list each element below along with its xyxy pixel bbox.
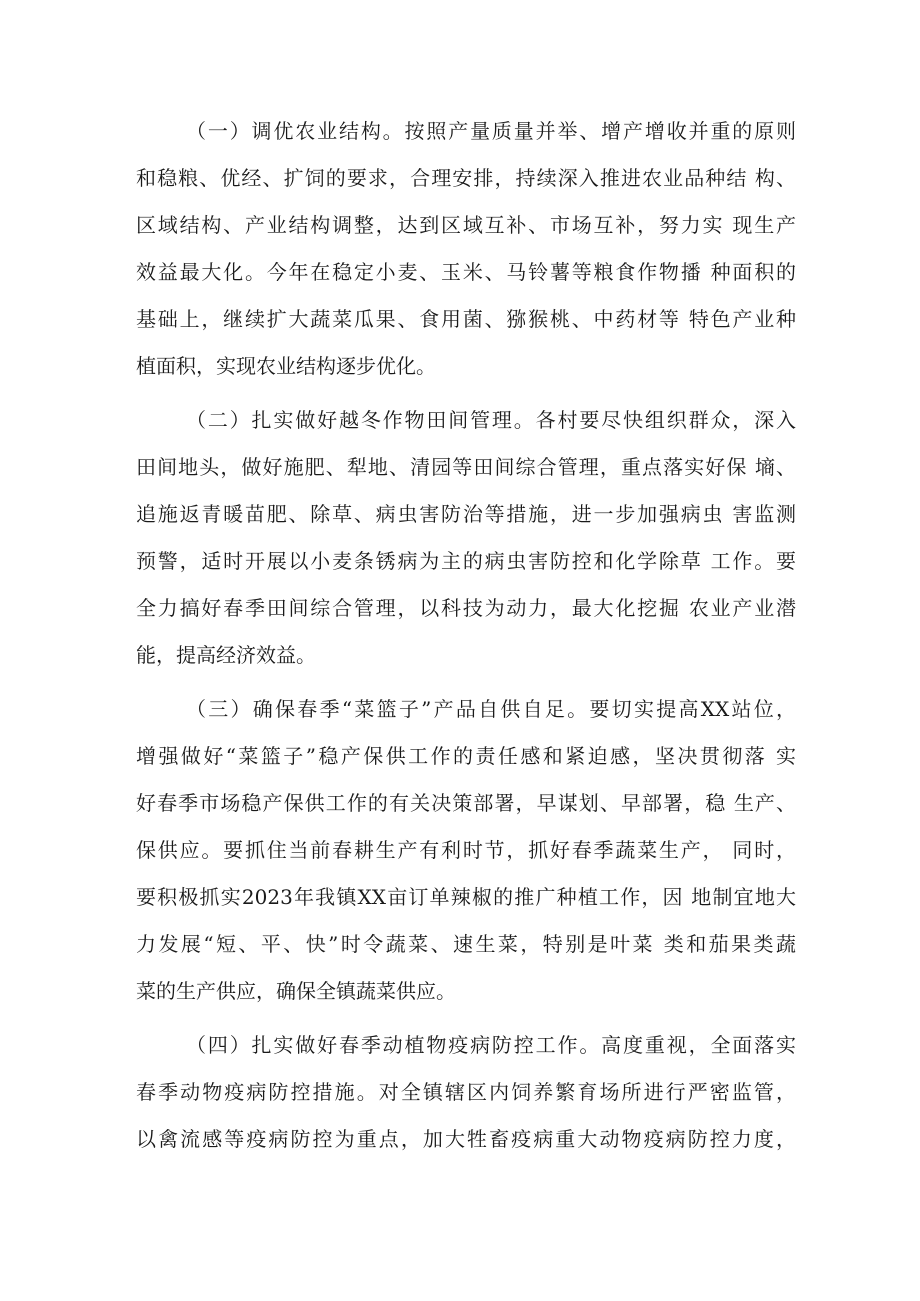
paragraph-line: 全力搞好春季田间综合管理，以科技为动力，最大化挖掘 农业产业潜 — [136, 596, 796, 620]
paragraph-line: 区域结构、产业结构调整，达到区域互补、市场互补，努力实 现生产 — [136, 213, 796, 237]
paragraph-line: 基础上，继续扩大蔬菜瓜果、食用菌、猕猴桃、中药材等 特色产业种 — [136, 307, 796, 331]
paragraph-line: 追施返青暖苗肥、除草、病虫害防治等措施，进一步加强病虫 害监测 — [136, 502, 796, 526]
paragraph-line: 保供应。要抓住当前春耕生产有利时节，抓好春季蔬菜生产， 同时， — [136, 838, 796, 862]
paragraph-line: 能，提高经济效益。 — [136, 643, 316, 667]
paragraph-line: 好春季市场稳产保供工作的有关决策部署，早谋划、早部署，稳 生产、 — [136, 791, 796, 815]
paragraph-line: （一）调优农业结构。按照产量质量并举、增产增收并重的原则 — [186, 119, 796, 143]
paragraph-line: 要积极抓实2023年我镇XX亩订单辣椒的推广种植工作，因 地制宜地大 — [136, 885, 796, 909]
paragraph-line: 力发展“短、平、快”时令蔬菜、速生菜，特别是叶菜 类和茄果类蔬 — [136, 932, 796, 956]
paragraph-line: （二）扎实做好越冬作物田间管理。各村要尽快组织群众，深入 — [186, 408, 796, 432]
paragraph-line: 春季动物疫病防控措施。对全镇辖区内饲养繁育场所进行严密监管， — [136, 1080, 796, 1104]
paragraph-line: 增强做好“菜篮子”稳产保供工作的责任感和紧迫感，坚决贯彻落 实 — [136, 744, 796, 768]
paragraph-line: 植面积，实现农业结构逐步优化。 — [136, 354, 436, 378]
paragraph-line: 和稳粮、优经、扩饲的要求，合理安排，持续深入推进农业品种结 构、 — [136, 166, 796, 190]
paragraph-line: 菜的生产供应，确保全镇蔬菜供应。 — [136, 979, 456, 1003]
paragraph-line: （三）确保春季“菜篮子”产品自供自足。要切实提高XX站位， — [186, 697, 796, 721]
paragraph-line: 效益最大化。今年在稳定小麦、玉米、马铃薯等粮食作物播 种面积的 — [136, 260, 796, 284]
paragraph-line: （四）扎实做好春季动植物疫病防控工作。高度重视，全面落实 — [186, 1033, 796, 1057]
paragraph-line: 以禽流感等疫病防控为重点，加大牲畜疫病重大动物疫病防控力度， — [136, 1127, 796, 1151]
paragraph-line: 田间地头，做好施肥、犁地、清园等田间综合管理，重点落实好保 墒、 — [136, 455, 796, 479]
paragraph-line: 预警，适时开展以小麦条锈病为主的病虫害防控和化学除草 工作。要 — [136, 549, 796, 573]
